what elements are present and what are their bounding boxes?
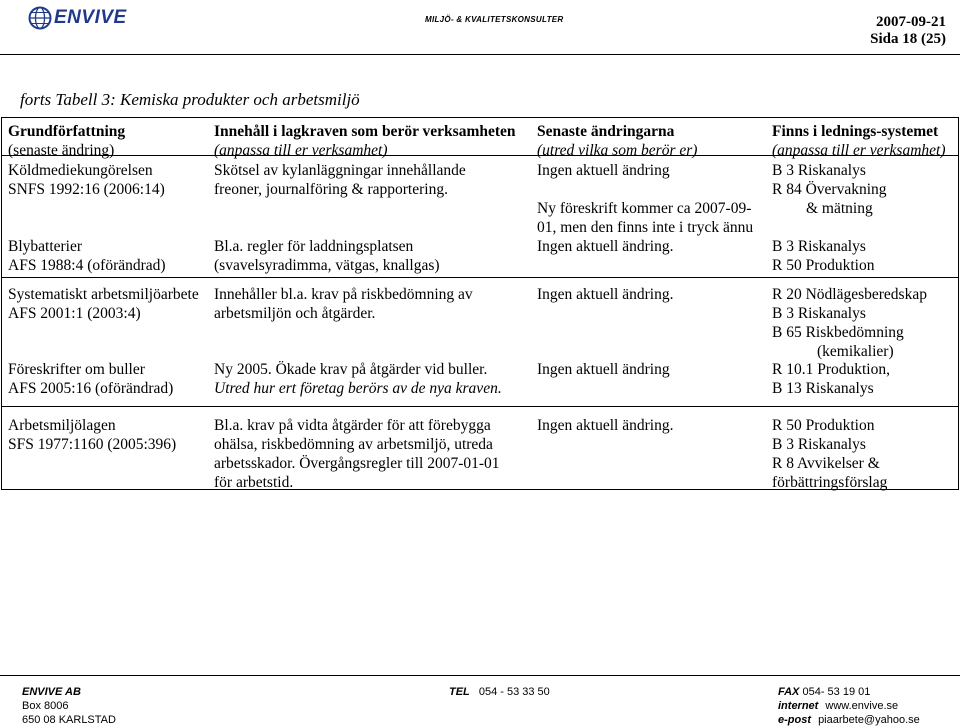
row3-c2-line2: arbetsmiljön och åtgärder. — [214, 305, 376, 322]
page-value: 18 (25) — [902, 31, 946, 47]
row1-c4-line3: & mätning — [806, 200, 873, 217]
row5-c4-line3: R 8 Avvikelser & — [772, 455, 880, 472]
row5-c2-line3: arbetsskador. Övergångsregler till 2007-01-01 — [214, 455, 500, 472]
header-divider-line — [1, 155, 959, 156]
header-date: 2007-09-21 — [876, 14, 946, 30]
row5-c3-line1: Ingen aktuell ändring. — [537, 417, 674, 434]
footer-phone — [449, 685, 550, 699]
row-separator — [1, 277, 959, 278]
row1-c2-line2: freoner, journalföring & rapportering. — [214, 181, 448, 198]
row3-c1-line1: Systematiskt arbetsmiljöarbete — [8, 286, 199, 303]
footer-address — [22, 685, 116, 727]
footer-postal: 650 08 KARLSTAD — [22, 714, 116, 726]
row5-c2-line4: för arbetstid. — [214, 474, 294, 491]
row4-c2-line2: Utred hur ert företag berörs av de nya kraven. — [214, 380, 502, 397]
page-label: Sida — [870, 31, 899, 47]
row1-c2-line1: Skötsel av kylanläggningar innehållande — [214, 162, 466, 179]
row2-c3-line1: Ingen aktuell ändring. — [537, 238, 674, 255]
row2-c2-line1: Bl.a. regler för laddningsplatsen — [214, 238, 414, 255]
row3-c4-line3: B 65 Riskbedömning — [772, 324, 904, 341]
tagline: MILJÖ- & KVALITETSKONSULTER — [425, 15, 564, 24]
header-c1-line1: Grundförfattning — [8, 123, 126, 140]
row3-c3-line1: Ingen aktuell ändring. — [537, 286, 674, 303]
footer-company: ENVIVE AB — [22, 686, 81, 698]
row2-c4-line2: R 50 Produktion — [772, 257, 875, 274]
row1-c1-line1: Köldmediekungörelsen — [8, 162, 153, 179]
row-separator — [1, 406, 959, 407]
footer-box: Box 8006 — [22, 700, 69, 712]
footer-divider — [0, 675, 960, 676]
row3-c4-line4: (kemikalier) — [817, 343, 894, 360]
row3-c1-line2: AFS 2001:1 (2003:4) — [8, 305, 141, 322]
footer-fax-value: 054- 53 19 01 — [802, 686, 871, 698]
footer-tel-label: TEL — [449, 686, 470, 698]
header-c2-line1: Innehåll i lagkraven som berör verksamheten — [214, 123, 516, 140]
row2-c1-line1: Blybatterier — [8, 238, 83, 255]
row2-c2-line2: (svavelsyradimma, vätgas, knallgas) — [214, 257, 440, 274]
row5-c1-line1: Arbetsmiljölagen — [8, 417, 116, 434]
row3-c2-line1: Innehåller bl.a. krav på riskbedömning av — [214, 286, 473, 303]
row1-c1-line2: SNFS 1992:16 (2006:14) — [8, 181, 165, 198]
row4-c4-line1: R 10.1 Produktion, — [772, 361, 890, 378]
row5-c4-line1: R 50 Produktion — [772, 417, 875, 434]
row4-c1-line1: Föreskrifter om buller — [8, 361, 145, 378]
footer-tel-value: 054 - 53 33 50 — [478, 686, 550, 698]
header-c1-line2: (senaste ändring) — [8, 142, 115, 159]
footer-internet-link[interactable]: www.envive.se — [825, 700, 899, 712]
row5-c2-line2: ohälsa, riskbedömning av arbetsmiljö, utreda — [214, 436, 493, 453]
row1-c3-line3: Ny föreskrift kommer ca 2007-09- — [537, 200, 752, 217]
row2-c4-line1: B 3 Riskanalys — [772, 238, 866, 255]
row5-c1-line2: SFS 1977:1160 (2005:396) — [8, 436, 177, 453]
row2-c1-line2: AFS 1988:4 (oförändrad) — [8, 257, 166, 274]
footer-internet-label: internet — [778, 700, 819, 712]
row5-c2-line1: Bl.a. krav på vidta åtgärder för att förebygga — [214, 417, 491, 434]
row4-c1-line2: AFS 2005:16 (oförändrad) — [8, 380, 174, 397]
header-c3-line2: (utred vilka som berör er) — [537, 142, 698, 159]
header-c2-line2: (anpassa till er verksamhet) — [214, 142, 388, 159]
page-number — [870, 31, 946, 48]
table-caption: forts Tabell 3: Kemiska produkter och arbetsmiljö — [20, 90, 360, 109]
footer-email-label: e-post — [778, 714, 811, 726]
globe-icon — [28, 6, 52, 30]
row4-c4-line2: B 13 Riskanalys — [772, 380, 874, 397]
row1-c4-line1: B 3 Riskanalys — [772, 162, 866, 179]
company-logo — [28, 6, 146, 32]
row4-c3-line1: Ingen aktuell ändring — [537, 361, 670, 378]
row1-c3-line4: 01, men den finns inte i tryck ännu — [537, 219, 754, 236]
header-c4-line2: (anpassa till er verksamhet) — [772, 142, 946, 159]
row5-c4-line2: B 3 Riskanalys — [772, 436, 866, 453]
row5-c4-line4: förbättringsförslag — [772, 474, 888, 491]
footer-contact — [778, 685, 920, 727]
header-divider — [0, 54, 960, 55]
row3-c4-line1: R 20 Nödlägesberedskap — [772, 286, 927, 303]
footer-fax-label: FAX — [778, 686, 800, 698]
header-c4-line1: Finns i lednings-systemet — [772, 123, 939, 140]
row1-c3-line1: Ingen aktuell ändring — [537, 162, 670, 179]
footer-email-link[interactable]: piaarbete@yahoo.se — [818, 714, 920, 726]
row4-c2-line1: Ny 2005. Ökade krav på åtgärder vid buller. — [214, 361, 488, 378]
brand-name: ENVIVE — [54, 7, 127, 28]
header-c3-line1: Senaste ändringarna — [537, 123, 675, 140]
row3-c4-line2: B 3 Riskanalys — [772, 305, 866, 322]
row1-c4-line2: R 84 Övervakning — [772, 181, 887, 198]
